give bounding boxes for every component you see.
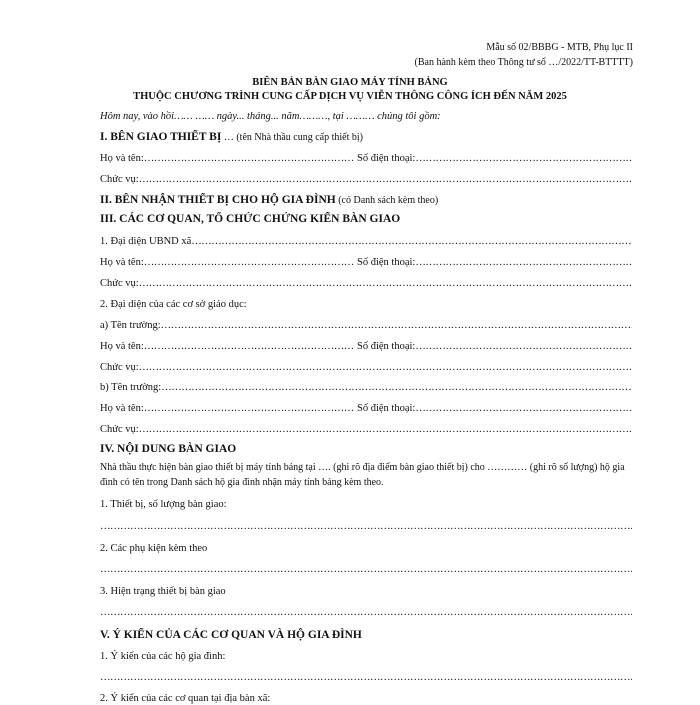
school-a-row [100,319,632,332]
section-4-item-3: 3. Hiện trạng thiết bị bàn giao [100,586,226,597]
school-b-row [100,381,632,394]
phone-label: Số điện thoại: [357,257,416,268]
document-subtitle: THUỘC CHƯƠNG TRÌNH CUNG CẤP DỊCH VỤ VIỄN THÔNG CÔNG ÍCH ĐẾN NĂM 2025 [133,91,567,102]
form-code: Mẫu số 02/BBBG - MTB, Phụ lục II [486,42,633,53]
name-dots [144,152,353,165]
position-dots [139,423,632,436]
name-dots [144,402,353,415]
education-heading: 2. Đại diện của các cơ sở giáo dục: [100,299,247,310]
name-label: Họ và tên: [100,257,144,268]
section-1-heading [100,130,632,145]
section-1-name-phone-row [100,152,632,165]
phone-label: Số điện thoại: [357,403,416,414]
position-label: Chức vụ: [100,424,139,435]
section-4-title: IV. NỘI DUNG BÀN GIAO [100,443,237,455]
section-1-title: I. BÊN GIAO THIẾT BỊ [100,131,222,143]
name-label: Họ và tên: [100,153,144,164]
position-label: Chức vụ: [100,362,139,373]
section-5-item-1-dots [100,671,632,684]
section-5-item-2: 2. Ý kiến của các cơ quan tại địa bàn xã: [100,693,271,704]
position-dots [139,173,632,186]
section-4-paragraph: Nhà thầu thực hiện bàn giao thiết bị máy tính bảng tại …. (ghi rõ địa điểm bàn giao thiết bị) cho ………… (ghi rõ số lượng) hộ gia đình có tên trong Danh sách hộ gia đình nhận máy tính bảng kèm theo. [100,462,625,488]
section-5-title: V. Ý KIẾN CỦA CÁC CƠ QUAN VÀ HỘ GIA ĐÌNH [100,629,362,641]
section-3-title: III. CÁC CƠ QUAN, TỔ CHỨC CHỨNG KIẾN BÀN GIAO [100,213,401,225]
document-title: BIÊN BẢN BÀN GIAO MÁY TÍNH BẢNG [252,77,448,88]
ubnd-label: 1. Đại diện UBND xã [100,236,192,247]
section-2-heading [100,193,632,208]
phone-dots [415,152,632,165]
school-a-name-phone-row [100,340,632,353]
phone-dots [415,402,632,415]
position-label: Chức vụ: [100,174,139,185]
form-code-block [415,42,633,71]
name-dots [144,340,353,353]
intro-line: Hôm nay, vào hồi…… …… ngày... tháng... năm………, tại ……… chúng tôi gồm: [100,111,441,122]
phone-label: Số điện thoại: [357,341,416,352]
name-label: Họ và tên: [100,403,144,414]
section-2-title: II. BÊN NHẬN THIẾT BỊ CHO HỘ GIA ĐÌNH [100,194,336,206]
school-b-dots [161,381,632,394]
section-2-note: (có Danh sách kèm theo) [335,195,439,206]
position-dots [139,277,632,290]
school-b-name-phone-row [100,402,632,415]
ubnd-position-row [100,277,632,290]
section-4-item-3-dots [100,606,632,619]
section-4-item-1: 1. Thiết bị, số lượng bàn giao: [100,499,227,510]
phone-label: Số điện thoại: [357,153,416,164]
school-b-position-row [100,423,632,436]
school-a-label: a) Tên trường: [100,320,161,331]
section-4-item-2-dots [100,563,632,576]
name-dots [144,256,353,269]
phone-dots [415,256,632,269]
ubnd-dots [191,235,632,248]
section-1-note: … (tên Nhà thầu cung cấp thiết bị) [221,132,363,143]
name-label: Họ và tên: [100,341,144,352]
phone-dots [415,340,632,353]
section-5-item-1: 1. Ý kiến của các hộ gia đình: [100,651,226,662]
ubnd-row [100,235,632,248]
school-b-label: b) Tên trường: [100,382,162,393]
section-4-item-2: 2. Các phụ kiện kèm theo [100,543,208,554]
section-1-position-row [100,173,632,186]
position-label: Chức vụ: [100,278,139,289]
school-a-dots [161,319,632,332]
issued-by-note: (Ban hành kèm theo Thông tư số …/2022/TT-BTTTT) [414,56,633,68]
school-a-position-row [100,361,632,374]
ubnd-name-phone-row [100,256,632,269]
position-dots [139,361,632,374]
section-4-item-1-dots [100,520,632,533]
